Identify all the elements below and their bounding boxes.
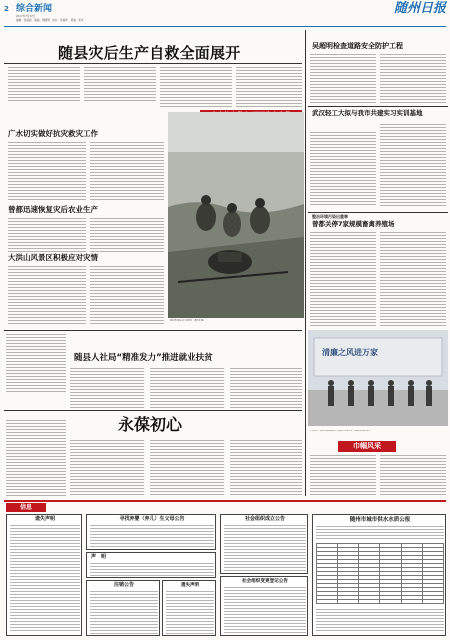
classifieds-rule [4, 500, 446, 502]
column-text-2 [380, 455, 446, 495]
court-event-illustration [308, 330, 448, 426]
article-a2-text-1 [8, 218, 86, 252]
section-title: 综合新闻 [16, 4, 53, 14]
notice-title-n2: 寻找弃婴（弃儿）生父母公告 [119, 516, 185, 522]
article-a4-lead-text [6, 334, 66, 394]
article-a6-text-1 [310, 54, 376, 104]
notice-text-n2 [90, 525, 214, 548]
lead-text-col-1 [8, 67, 80, 103]
notice-box-n1 [6, 514, 82, 636]
classifieds-label: 信息 [6, 503, 46, 512]
column-text-1 [310, 455, 376, 495]
article-kicker-a8: 整治环境污染出重拳 [312, 214, 348, 219]
notice-text-n1 [10, 525, 80, 633]
article-a4-text-3 [230, 368, 302, 408]
article-a5-text-4 [230, 440, 302, 496]
issue-date: 2017年7月17日 [16, 15, 36, 18]
table-row [317, 600, 444, 604]
article-a1-text-2 [90, 142, 164, 202]
notice-title-n4: 注销公告 [113, 582, 134, 588]
court-event-banner: 清廉之风进万家 [322, 348, 378, 357]
lead-photo-caption: 随县唐县镇抗灾自救现场 （通讯员 摄） [170, 320, 206, 322]
editor-credits: 编辑：吴娟娟 美编：周继明 校对：熊春祥 责编：张华 [16, 19, 84, 22]
notice-box-n5 [162, 580, 216, 636]
lead-photo [168, 112, 304, 318]
notice-text-n3 [90, 563, 214, 576]
article-a5-text-1 [6, 420, 66, 496]
notice-box-n4 [86, 580, 160, 636]
notice-title-n6: 社会组织成立公告 [244, 516, 285, 522]
article-a5-text-2 [70, 440, 144, 496]
article-a1-text-1 [8, 142, 86, 202]
notice-text-n4 [90, 591, 158, 634]
lead-divider [4, 63, 302, 64]
notice-title-n8: 随州市城市供水水质公报 [349, 517, 411, 523]
article-a8-text-1 [310, 232, 376, 326]
court-event-caption: 7月12日，随县人民法院举办“清廉之风进万家”主题活动启动仪式 [310, 430, 371, 432]
a4-divider [4, 410, 302, 411]
masthead-logo: 随州日报 [393, 1, 446, 16]
lead-text-col-2 [84, 67, 156, 103]
header-rule [4, 26, 446, 27]
article-a3-text-1 [8, 266, 86, 324]
notice-box-n8 [312, 514, 446, 636]
notice-text-n5 [166, 591, 214, 634]
notice-text-n8-intro [316, 526, 444, 540]
lead-text-col-3 [160, 67, 232, 107]
notice-text-n6 [224, 525, 306, 572]
article-headline-a4: 随县人社局“精准发力”推进就业扶贫 [74, 353, 213, 363]
article-a7-text-1 [310, 132, 376, 206]
article-a6-text-2 [380, 54, 446, 104]
notice-title-n5: 遗失声明 [181, 583, 199, 588]
lead-bottom-divider [4, 330, 302, 331]
article-a5-text-3 [150, 440, 224, 496]
article-headline-a1: 广水切实做好抗灾救灾工作 [8, 129, 98, 138]
article-a8-text-2 [380, 232, 446, 326]
column-divider [305, 30, 306, 496]
lead-headline: 随县灾后生产自救全面展开 [58, 44, 241, 62]
notice-box-n3 [86, 552, 216, 578]
article-a4-text-2 [150, 368, 224, 408]
notice-box-n7 [220, 576, 308, 636]
notice-title-n7: 社会组织变更登记公告 [242, 579, 288, 584]
article-headline-a2: 曾都迅速恢复灾后农业生产 [8, 205, 98, 214]
notice-text-n8-footer [316, 609, 444, 633]
a6-divider [308, 106, 448, 107]
water-quality-table [316, 543, 444, 604]
article-a4-text-1 [70, 368, 144, 408]
lead-text-col-4 [236, 67, 302, 107]
notice-title-n3: 声 明 [91, 554, 107, 560]
column-label: 巾帼风采 [338, 441, 396, 452]
notice-box-n6 [220, 514, 308, 574]
flood-scene-illustration [168, 112, 304, 318]
article-headline-a5: 永葆初心 [118, 415, 183, 434]
article-headline-a8: 曾都关停7家规模畜禽养殖场 [312, 220, 395, 228]
article-headline-a3: 大洪山风景区积极应对灾情 [8, 253, 98, 262]
article-a3-text-2 [90, 266, 164, 324]
article-headline-a6: 吴超明检查道路安全防护工程 [312, 42, 403, 50]
notice-title-n1: 遗失声明 [34, 516, 55, 522]
page-header [0, 0, 450, 26]
article-a2-text-2 [90, 218, 164, 252]
a7-divider [308, 212, 448, 213]
notice-text-n7 [224, 587, 306, 634]
notice-box-n2 [86, 514, 216, 550]
court-event-photo [308, 330, 448, 426]
page-number: 2 [4, 5, 9, 13]
article-a7-text-2 [380, 124, 446, 206]
article-headline-a7: 武汉轻工大拟与我市共建实习实训基地 [312, 109, 423, 117]
